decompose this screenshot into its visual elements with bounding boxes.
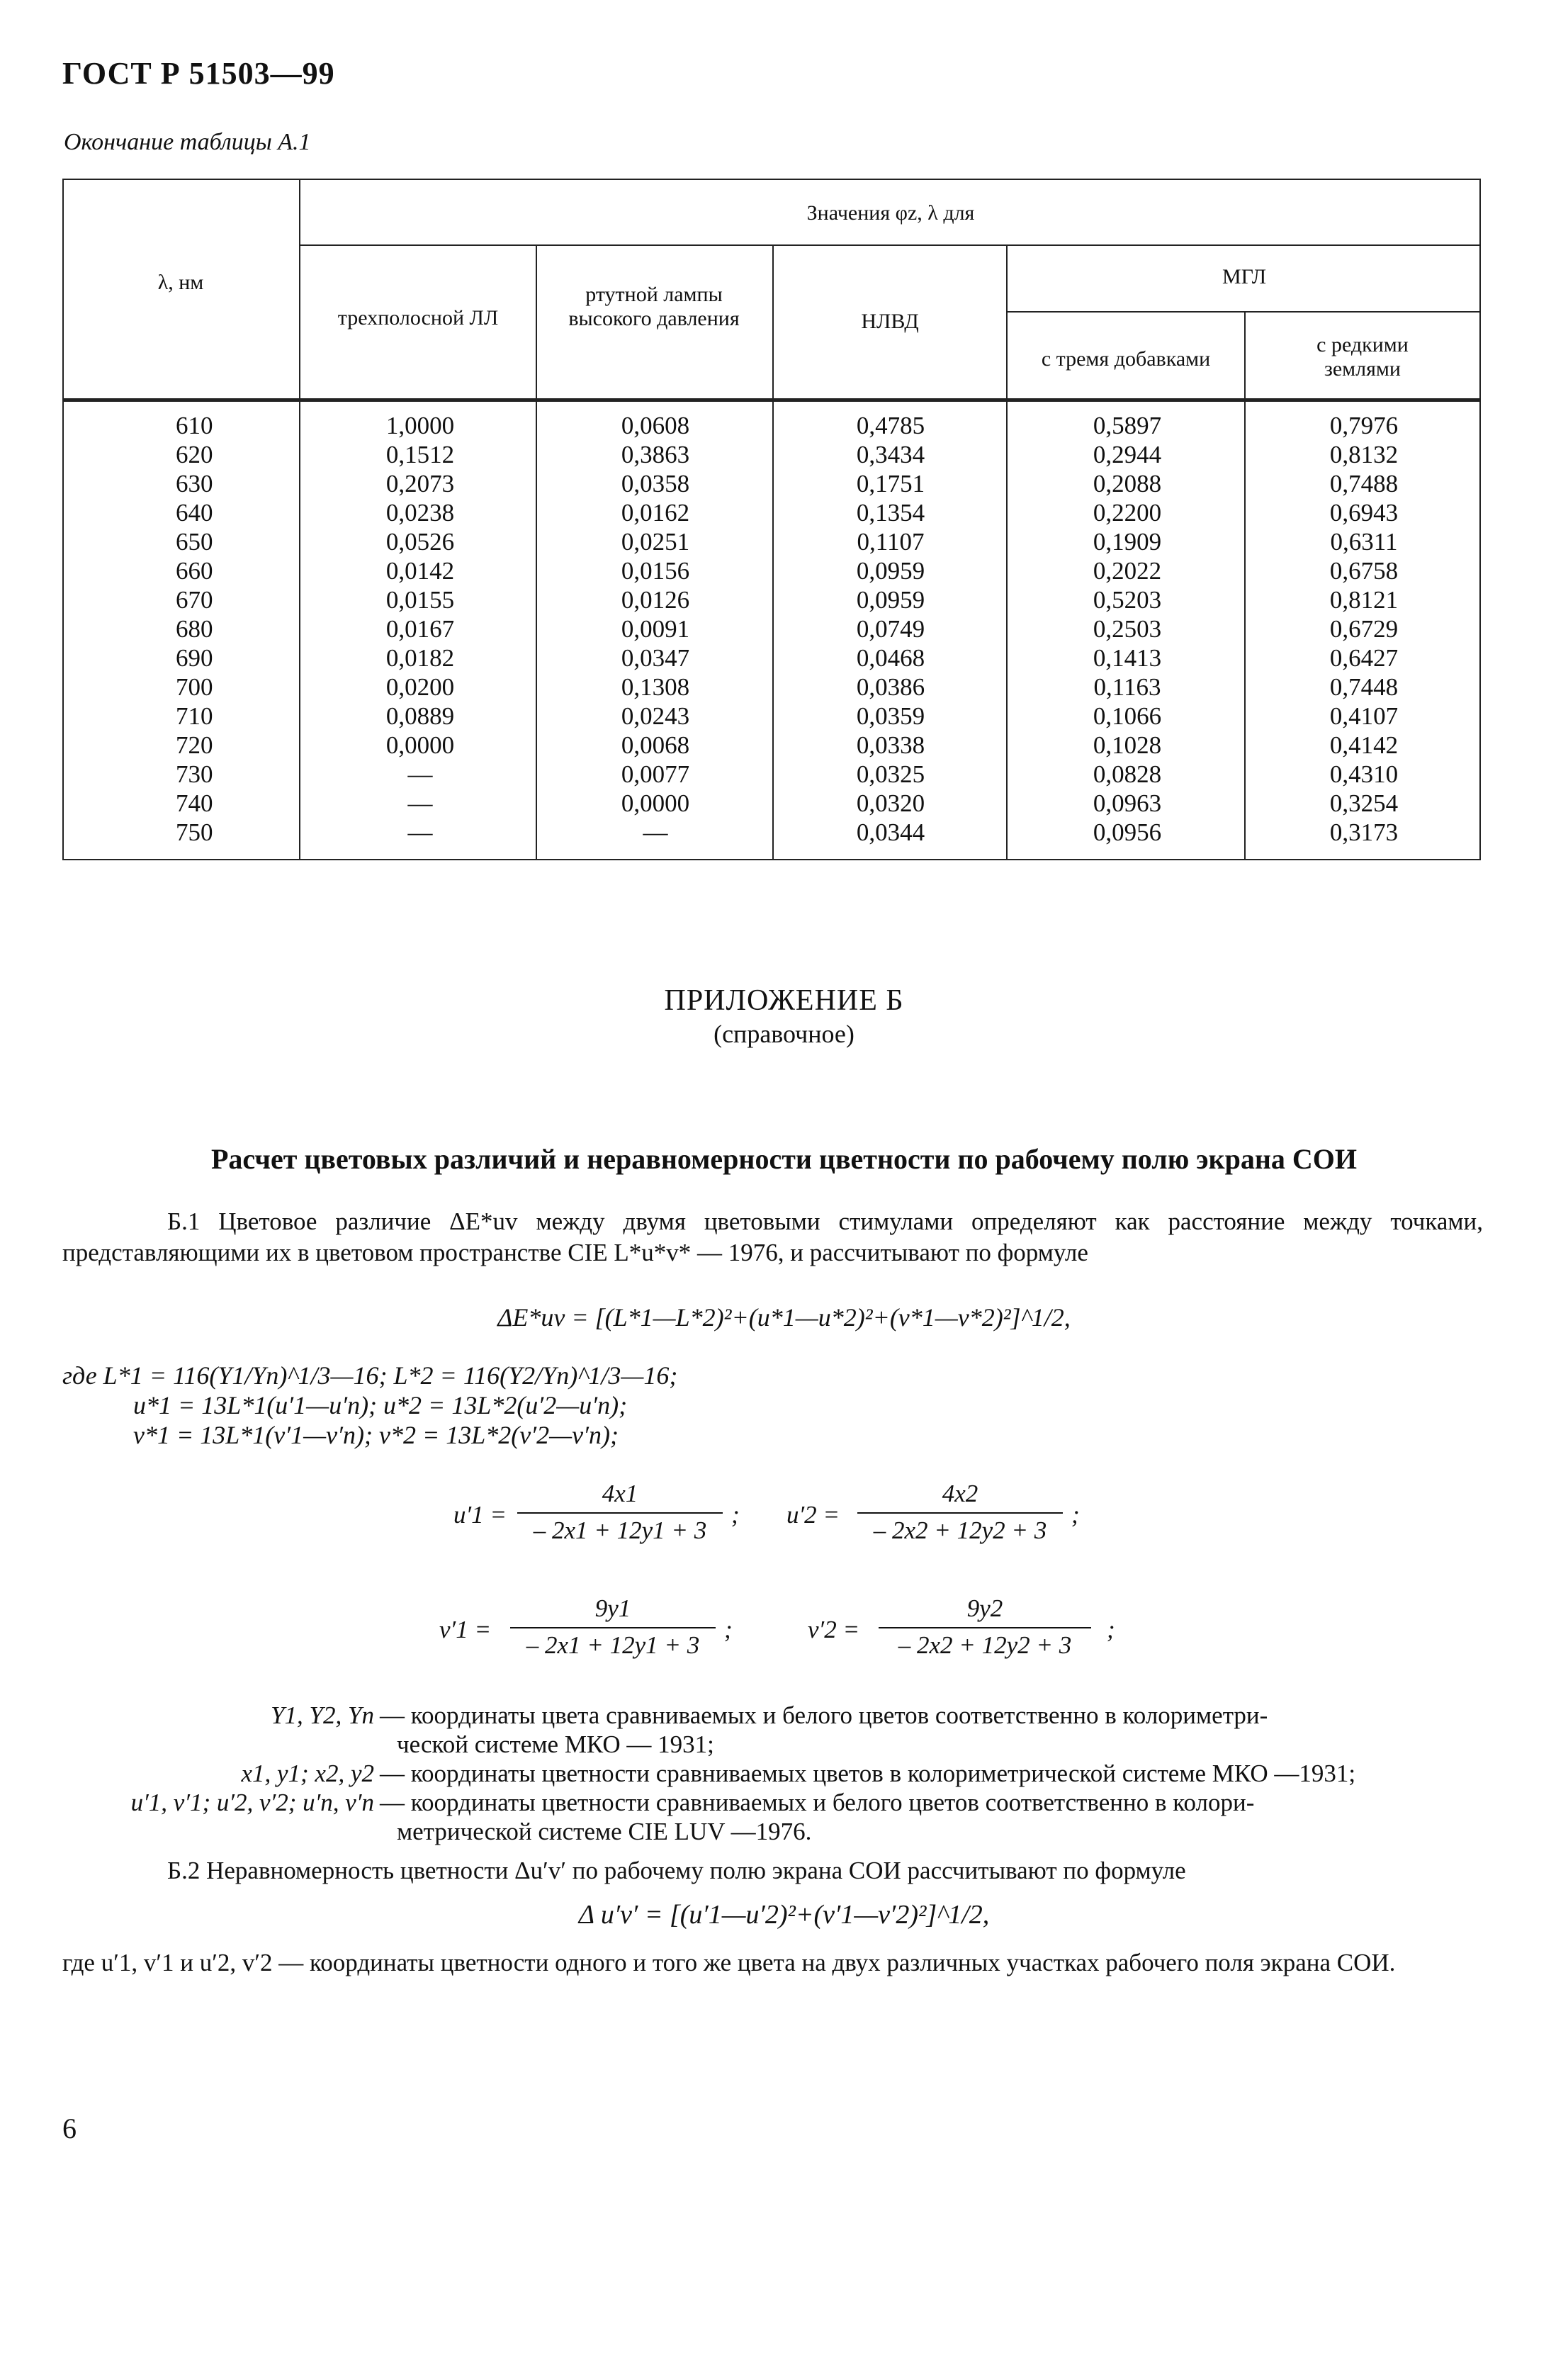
header-mgl: МГЛ <box>1222 265 1267 288</box>
table-cell: 690 <box>176 644 213 672</box>
table-cell: 0,0142 <box>385 557 455 585</box>
formula-v1-num: 9y1 <box>594 1594 631 1622</box>
table-cell: — <box>407 760 433 788</box>
def-y-text-2: ческой системе МКО — 1931; <box>397 1731 714 1758</box>
column-mgl-three <box>1067 411 1188 847</box>
page-number: 6 <box>62 2112 77 2144</box>
table-cell: 730 <box>176 760 213 788</box>
table-cell: 0,0126 <box>621 586 690 614</box>
table-cell: 740 <box>176 789 213 817</box>
rule-mgl-header <box>1006 311 1481 313</box>
formula-v2-sep: ; <box>1107 1616 1115 1643</box>
table-cell: 0,2088 <box>1093 470 1162 497</box>
table-cell: 660 <box>176 557 213 585</box>
column-mgl-rare <box>1304 411 1424 847</box>
rule-header-bottom <box>62 398 1481 402</box>
table-cell: 0,1028 <box>1093 731 1162 759</box>
table-cell: 0,1751 <box>856 470 925 497</box>
column-mercury <box>595 411 716 847</box>
formula-v2 <box>808 1594 1119 1672</box>
where-l-line: где L*1 = 116(Y1/Yn)^1/3—16; L*2 = 116(Y2/Yn)^1/3—16; <box>62 1361 678 1390</box>
table-cell: 0,6729 <box>1329 615 1399 643</box>
table-cell: 0,0068 <box>621 731 690 759</box>
table-cell: 0,7488 <box>1329 470 1399 497</box>
column-nlvd <box>830 411 951 847</box>
table-cell: 720 <box>176 731 213 759</box>
table-cell: 650 <box>176 528 213 556</box>
formula-delta-uv: Δ u′v′ = [(u′1—u′2)²+(v′1—v′2)²]^1/2, <box>578 1900 990 1930</box>
table-cell: 0,0526 <box>385 528 455 556</box>
table-cell: 680 <box>176 615 213 643</box>
table-cell: 0,0320 <box>856 789 925 817</box>
def-uv-symbols: u′1, v′1; u′2, v′2; u′n, v′n <box>130 1789 374 1816</box>
table-cell: 0,6311 <box>1330 528 1398 556</box>
table-cell: 0,2503 <box>1093 615 1162 643</box>
rule-group-header <box>299 244 1481 246</box>
table-cell: 700 <box>176 673 213 701</box>
table-cell: 670 <box>176 586 213 614</box>
header-mgl-rare: с редкими землями <box>1316 333 1409 381</box>
table-cell: 0,4142 <box>1329 731 1399 759</box>
header-mercury: ртутной лампы высокого давления <box>568 283 740 330</box>
table-cell: 0,8132 <box>1329 441 1399 468</box>
table-cell: 750 <box>176 818 213 846</box>
table-cell: 0,0963 <box>1093 789 1162 817</box>
table-cell: — <box>407 818 433 846</box>
table-cell: 0,0156 <box>621 557 690 585</box>
formula-u1 <box>453 1480 740 1558</box>
formula-v2-den: – 2x2 + 12y2 + 3 <box>879 1627 1091 1660</box>
def-y-text-1: — координаты цвета сравниваемых и белого цветов соответственно в колориметри- <box>380 1701 1268 1729</box>
formula-v1 <box>439 1594 737 1672</box>
table-cell: 0,0889 <box>385 702 455 730</box>
def-y-symbols: Y1, Y2, Yn <box>271 1701 374 1729</box>
def-uv-text-1: — координаты цветности сравниваемых и белого цветов соответственно в колори- <box>380 1789 1255 1816</box>
table-cell: 0,0238 <box>385 499 455 527</box>
rule-v5 <box>1244 311 1246 860</box>
formula-u2-lhs: u′2 = <box>786 1501 840 1529</box>
table-cell: 630 <box>176 470 213 497</box>
formula-u2-den: – 2x2 + 12y2 + 3 <box>857 1512 1063 1545</box>
table-cell: 0,0091 <box>621 615 690 643</box>
document-code: ГОСТ Р 51503—99 <box>62 56 335 91</box>
table-cell: 0,0155 <box>385 586 455 614</box>
table-cell: 0,0000 <box>385 731 455 759</box>
table-cell: 0,1512 <box>385 441 455 468</box>
table-cell: 0,1163 <box>1093 673 1161 701</box>
rule-v2 <box>536 244 537 860</box>
table-cell: 0,7448 <box>1329 673 1399 701</box>
column-lambda <box>176 411 261 847</box>
rule-v3 <box>772 244 774 860</box>
def-xy-text: — координаты цветности сравниваемых цветов в колориметрической системе МКО —1931; <box>380 1760 1356 1787</box>
table-cell: 0,1413 <box>1093 644 1162 672</box>
table-cell: 0,3173 <box>1329 818 1399 846</box>
definitions <box>0 1701 1568 1850</box>
rule-v4 <box>1006 244 1008 860</box>
table-cell: 620 <box>176 441 213 468</box>
table-cell: 0,5897 <box>1093 412 1162 439</box>
table-cell: 0,0162 <box>621 499 690 527</box>
table-cell: 0,0608 <box>621 412 690 439</box>
table-cell: 0,0243 <box>621 702 690 730</box>
paragraph-b1: Б.1 Цветовое различие ΔE*uv между двумя цветовыми стимулами определяют как расстояние между точками, представляющими их в цветовом пространстве CIE L*u*v* — 1976, и рассчитывают по формуле <box>62 1208 1483 1266</box>
table-cell: 0,0000 <box>621 789 690 817</box>
table-cell: — <box>407 789 433 817</box>
table-cell: 0,4310 <box>1329 760 1399 788</box>
table-cell: 0,0386 <box>856 673 925 701</box>
formula-v2-num: 9y2 <box>966 1594 1003 1622</box>
formula-v2-lhs: v′2 = <box>808 1616 860 1643</box>
table-cell: 0,0959 <box>856 586 925 614</box>
appendix-title: ПРИЛОЖЕНИЕ Б <box>664 984 904 1017</box>
header-nlvd: НЛВД <box>861 310 919 333</box>
table-cell: 0,1066 <box>1093 702 1162 730</box>
section-title: Расчет цветовых различий и неравномерности цветности по рабочему полю экрана СОИ <box>211 1143 1357 1175</box>
table-cell: 0,0167 <box>385 615 455 643</box>
table-cell: 0,0359 <box>856 702 925 730</box>
formula-u2-num: 4x2 <box>942 1480 978 1507</box>
table-cell: 0,0251 <box>621 528 690 556</box>
formula-v1-den: – 2x1 + 12y1 + 3 <box>510 1627 716 1660</box>
table-cell: 710 <box>176 702 213 730</box>
table-cell: 0,7976 <box>1329 412 1399 439</box>
table-cell: 0,1107 <box>857 528 925 556</box>
table-cell: 0,0956 <box>1093 818 1162 846</box>
table-cell: 0,0828 <box>1093 760 1162 788</box>
table-cell: 0,0344 <box>856 818 925 846</box>
table-cell: 0,0468 <box>856 644 925 672</box>
table-cell: 0,0338 <box>856 731 925 759</box>
where-b2: где u′1, v′1 и u′2, v′2 — координаты цветности одного и того же цвета на двух различных участках рабочего поля экрана СОИ. <box>62 1949 1396 1976</box>
table-cell: 0,0347 <box>621 644 690 672</box>
where-u-line: u*1 = 13L*1(u′1—u′n); u*2 = 13L*2(u′2—u′n); <box>133 1391 628 1419</box>
table-cell: 0,1909 <box>1093 528 1162 556</box>
formula-u1-den: – 2x1 + 12y1 + 3 <box>517 1512 723 1545</box>
formula-delta-e: ΔE*uv = [(L*1—L*2)²+(u*1—u*2)²+(v*1—v*2)²]^1/2, <box>497 1303 1071 1332</box>
table-cell: 0,1308 <box>621 673 690 701</box>
formula-u1-sep: ; <box>731 1501 740 1529</box>
header-mgl-three: с тремя добавками <box>1041 347 1211 371</box>
table-caption: Окончание таблицы А.1 <box>64 129 311 155</box>
table-cell: 0,3254 <box>1329 789 1399 817</box>
table-cell: 0,0077 <box>621 760 690 788</box>
where-v-line: v*1 = 13L*1(v′1—v′n); v*2 = 13L*2(v′2—v′n); <box>133 1421 619 1449</box>
header-group-values: Значения φz, λ для <box>806 201 975 225</box>
table-cell: 0,0200 <box>385 673 455 701</box>
rule-v1 <box>299 179 300 860</box>
table-cell: 0,0959 <box>856 557 925 585</box>
table-cell: 610 <box>176 412 213 439</box>
formula-u1-num: 4x1 <box>602 1480 638 1507</box>
table-cell: 0,3863 <box>621 441 690 468</box>
table-cell: 0,6427 <box>1329 644 1399 672</box>
table-cell: 0,5203 <box>1093 586 1162 614</box>
table-cell: 1,0000 <box>385 412 455 439</box>
table-cell: 0,3434 <box>856 441 925 468</box>
header-trifosphor: трехполосной ЛЛ <box>337 306 499 330</box>
table-cell: 0,2944 <box>1093 441 1162 468</box>
table-cell: 0,2200 <box>1093 499 1162 527</box>
table-cell: 640 <box>176 499 213 527</box>
formula-v1-lhs: v′1 = <box>439 1616 492 1643</box>
table-cell: — <box>643 818 668 846</box>
table-cell: 0,2022 <box>1093 557 1162 585</box>
table-cell: 0,6758 <box>1329 557 1399 585</box>
table-cell: 0,0182 <box>385 644 455 672</box>
formula-u2-sep: ; <box>1071 1501 1080 1529</box>
def-uv-text-2: метрической системе CIE LUV —1976. <box>397 1818 812 1845</box>
header-lambda: λ, нм <box>157 271 204 294</box>
table-cell: 0,0325 <box>856 760 925 788</box>
paragraph-b2: Б.2 Неравномерность цветности Δu′v′ по рабочему полю экрана СОИ рассчитывают по формуле <box>167 1857 1186 1884</box>
table-cell: 0,6943 <box>1329 499 1399 527</box>
formula-u1-lhs: u′1 = <box>453 1501 507 1529</box>
table-cell: 0,0358 <box>621 470 690 497</box>
appendix-subtitle: (справочное) <box>714 1020 854 1048</box>
where-block <box>62 1361 677 1450</box>
formula-u2 <box>786 1480 1084 1558</box>
table-cell: 0,2073 <box>385 470 455 497</box>
table-cell: 0,1354 <box>856 499 925 527</box>
table-cell: 0,4107 <box>1329 702 1399 730</box>
table-cell: 0,0749 <box>856 615 925 643</box>
table-cell: 0,4785 <box>856 412 925 439</box>
values-table <box>62 179 1481 860</box>
column-trifosphor <box>360 411 480 847</box>
formula-v1-sep: ; <box>724 1616 733 1643</box>
def-xy-symbols: x1, y1; x2, y2 <box>241 1760 374 1787</box>
table-cell: 0,8121 <box>1329 586 1399 614</box>
